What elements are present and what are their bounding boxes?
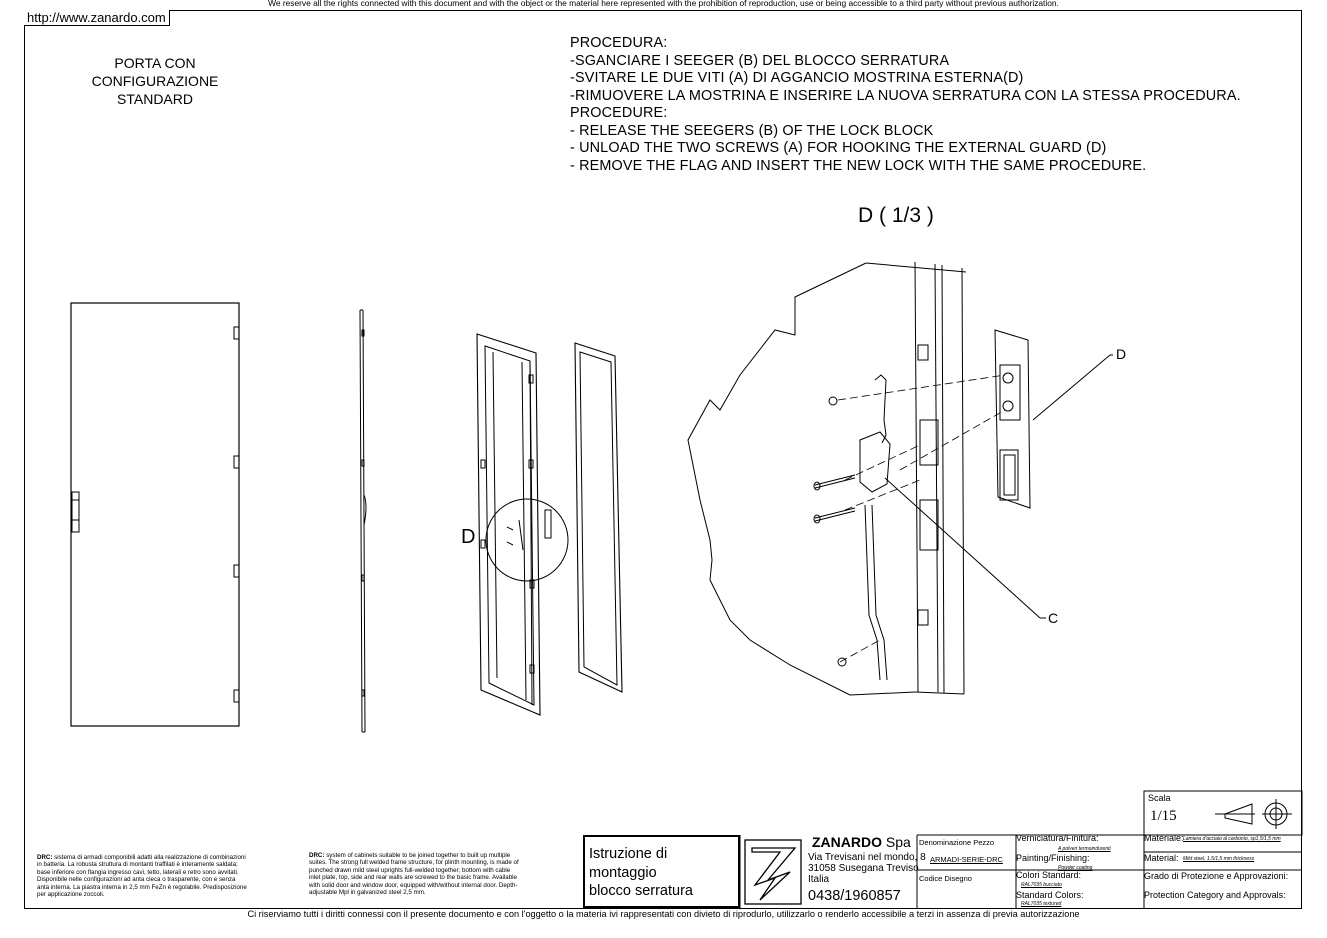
part-name-value: ARMADI-SERIE-DRC xyxy=(930,855,1003,864)
procedure-line: PROCEDURE: xyxy=(570,105,668,121)
material-en-label: Material: xyxy=(1144,853,1179,863)
material-it-value: Lamiera d'acciaio al carbonio, sp1,5/1,5 mm xyxy=(1183,836,1281,842)
drawing-code-label: Codice Disegno xyxy=(919,874,972,883)
instruction-line: montaggio xyxy=(589,864,657,881)
procedure-line: - RELEASE THE SEEGERS (B) OF THE LOCK BLOCK xyxy=(570,122,934,139)
company-address xyxy=(808,852,926,885)
address-line: Italia xyxy=(808,874,830,885)
procedure-line: -SVITARE LE DUE VITI (A) DI AGGANCIO MOSTRINA ESTERNA(D) xyxy=(570,70,1024,86)
note-prefix: DRC: xyxy=(37,854,53,861)
callout-c: C xyxy=(1048,610,1059,626)
door-title-line: CONFIGURAZIONE xyxy=(91,73,219,89)
note-text: system of cabinets suitable to be joined together to built up multiple suites. The strong full welded frame structure, for plinth mounting, is made of punched drawn mild steel uprights full-welded together; bottom with cable inlet plate, top, side and rear walls are screwed to the basic frame. Available with solid door and window door, equipped with/without internal door. Depth-adjustable Mpl in galvanized steel 2,5 mm. xyxy=(309,852,519,897)
door-title-line: STANDARD xyxy=(117,91,193,107)
door-title-line: PORTA CON xyxy=(114,55,196,71)
rights-notice-top: We reserve all the rights connected with this document and with the object or the material here represented with the prohibition of reproduction, use or being accessible to a third party without previous authorization. xyxy=(268,0,1059,8)
procedure-line: - REMOVE THE FLAG AND INSERT THE NEW LOCK WITH THE SAME PROCEDURE. xyxy=(570,157,1147,174)
company-phone: 0438/1960857 xyxy=(808,888,901,904)
description-english xyxy=(309,852,521,896)
callout-d: D xyxy=(1116,346,1127,362)
color-standard-value: RAL7035 bucciato xyxy=(1021,882,1062,888)
instruction-title xyxy=(589,845,693,901)
material-en-value: Mild steel, 1,5/1,5 mm thickness xyxy=(1183,856,1255,862)
protection-en-label: Protection Category and Approvals: xyxy=(1144,890,1286,900)
painting-label: Painting/Finishing: xyxy=(1016,853,1090,863)
protection-it-label: Grado di Protezione e Approvazioni: xyxy=(1144,871,1289,881)
procedure-line: -RIMUOVERE LA MOSTRINA E INSERIRE LA NUOVA SERRATURA CON LA STESSA PROCEDURA. xyxy=(570,87,1241,104)
address-line: Via Trevisani nel mondo, 8 xyxy=(808,852,926,863)
scale-label: Scala xyxy=(1148,793,1171,803)
detail-marker-d: D xyxy=(461,526,476,548)
procedure-line: - UNLOAD THE TWO SCREWS (A) FOR HOOKING THE EXTERNAL GUARD (D) xyxy=(570,140,1107,156)
address-line: 31058 Susegana Treviso xyxy=(808,863,919,874)
finish-label: Verniciatura/Finitura: xyxy=(1016,833,1099,843)
description-italian xyxy=(37,854,249,898)
note-text: sistema di armadi componibili adatti alla realizzazione di combinazioni in batteria. La robusta struttura di montanti traffilati è interamente saldata; base inferiore con flangia ingresso cavi, tetto, laterali e retro sono avvitati. Disponibile nelle configurazioni ad anta cieca o trasparente, con e senza anta interna. La piastra interna in 2,5 mm FeZn è regolabile. Predisposizione per applicazione zoccoli. xyxy=(37,854,247,899)
detail-view-title: D ( 1/3 ) xyxy=(858,204,934,227)
standard-colors-value: RAL7035 textured xyxy=(1021,901,1062,907)
procedure-line: PROCEDURA: xyxy=(570,35,668,51)
part-name-label: Denominazione Pezzo xyxy=(919,838,995,847)
finish-value: A polveri termoindurenti xyxy=(1058,846,1111,852)
door-configuration-title xyxy=(70,54,240,108)
instruction-line: Istruzione di xyxy=(589,846,668,862)
color-standard-label: Colori Standard: xyxy=(1016,870,1082,880)
company-suffix: Spa xyxy=(882,834,911,850)
material-it-label: Materiale: xyxy=(1144,833,1184,843)
standard-colors-label: Standard Colors: xyxy=(1016,890,1084,900)
scale-value: 1/15 xyxy=(1150,808,1177,824)
website-url[interactable]: http://www.zanardo.com xyxy=(24,10,170,26)
rights-notice-bottom: Ci riserviamo tutti i diritti connessi con il presente documento e con l'oggetto o la materia ivi rappresentati con divieto di riprodurlo, utilizzarlo o renderlo accessibile a terzi in assenza di previa autorizzazione xyxy=(247,909,1080,919)
company-name xyxy=(812,834,911,850)
instruction-line: blocco serratura xyxy=(589,883,693,899)
procedure-instructions xyxy=(570,35,1241,175)
company-name-bold: ZANARDO xyxy=(812,834,882,850)
note-prefix: DRC: xyxy=(309,852,325,859)
procedure-line: -SGANCIARE I SEEGER (B) DEL BLOCCO SERRATURA xyxy=(570,52,950,69)
painting-value: Powder coating xyxy=(1058,865,1093,871)
